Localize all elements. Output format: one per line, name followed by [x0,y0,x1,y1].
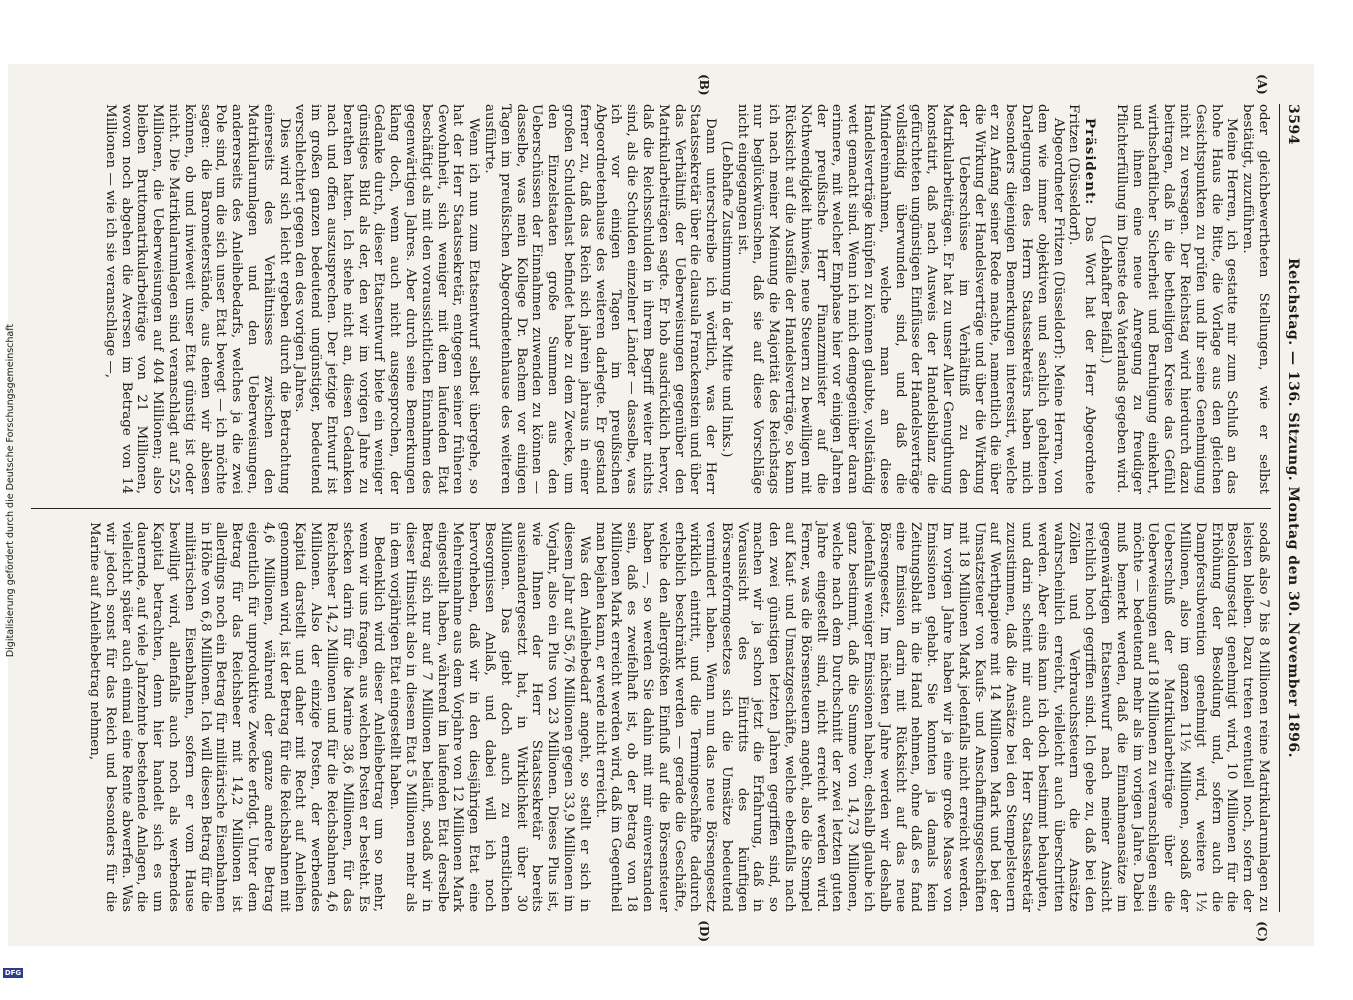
paragraph: Bedenklich wird dieser Anleihebetrag um so mehr, wenn wir uns fragen, aus welchen Posten er besteht. Es stecken darin für die Marine 38,6 Millionen, für das Reichsheer 14,2 Millionen und für die Reichsbahnen 4,6 Millionen. Also der einzige Posten, der werbendes Kapital darstellt und daher mit Recht auf Anleihen genommen wird, ist der Betrag für die Reichsbahnen mit 4,6 Millionen, während der ganze andere Betrag eigentlich für unproduktive Zwecke erfolgt. Unter dem Betrag für das Reichsheer mit 14,2 Millionen ist allerdings noch ein Betrag für militärische Eisenbahnen in Höhe von 6,8 Millionen. Ich will diesen Betrag für die militärischen Eisenbahnen, sofern er vom Hause bewilligt wird, allenfalls auch noch als werbendes Kapital betrachten, denn hier handelt sich es um dauernde, auf viele Jahrzehnte bestehende Anlagen, die vielleicht später auch einmal eine Rente abwerfen. Was wir jedoch sonst für das Reich und besonders für die Marine auf Anleihebetrag nehmen, [87,522,387,912]
paragraph: Wenn ich nun zum Etatsentwurf selbst übergehe, so hat der Herr Staatssekretär, entgegen seiner früheren Gewohnheit, sich weniger mit dem laufenden Etat beschäftigt als mit den voraussichtlichen Einnahmen des gegenwärtigen Jahres. Aber durch seine Bemerkungen klang doch, wenn auch nicht ausgesprochen, der Gedanke durch, dieser Etatsentwurf biete ein weniger günstiges Bild als der, den wir im vorigen Jahre zu berathen hatten. Ich stehe nicht an, diesen Gedanken nach und offen auszusprechen. Der jetzige Entwurf ist im großen ganzen bedeutend ungünstiger, bedeutend verschlechtert gegen den des vorigen Jahres. [292,104,482,494]
digitization-credit-text: Digitalisierung gefördert durch die Deutsche Forschungsgemeinschaft [5,323,17,657]
paragraph: Abgeordneter Fritzen (Düsseldorf): Meine Herren, von dem wie immer objektiven und sachlich gehaltenen Darlegungen des Herrn Staatssekretärs haben mich besonders diejenigen Bemerkungen interessirt, welche er zu Anfang seiner Rede machte, namentlich die über die Wirkung der Handelsverträge und über die Wirkung der Ueberschüsse im Verhältniß zu den Matrikularbeiträgen. Er hat zu unser Aller Genugthuung konstatirt, daß nach Ausweis der Handelsbilanz die gefürchteten ungünstigen Einflüsse der Handelsverträge vollständig überwunden sind, und daß die Mindereinnahmen, welche man an diese Handelsverträge knüpfen zu können glaubte, vollständig wett gemacht sind. Wenn ich mich demgegenüber daran erinnere, mit welcher Emphase hier vor einigen Jahren der preußische Herr Finanzminister auf die Nothwendigkeit hinwies, neue Steuern zu bewilligen mit Rücksicht auf die Ausfälle der Handelsverträge, so kann ich nach meiner Meinung die Majorität des Reichstags nur beglückwünschen, daß sie auf diese Vorschläge nicht eingegangen ist. [734,104,1066,494]
scanned-page-image [5,64,1314,946]
margin-letter-c: (C) [1255,921,1269,942]
stage-direction: (Lebhafter Beifall.) [1098,234,1114,364]
paragraph: Dann unterschreibe ich wörtlich, was der Herr Staatssekretär über die clausula Franckenstein und über das Verhältniß der Ueberweisungen gegenüber den Matrikularbeiträgen sagte. Er hob ausdrücklich hervor, daß die Reichsschulden in ihrem Begriff weiter nichts sind, als die Schulden einzelner Länder — dasselbe, was ich vor einigen Tagen im preußischen Abgeordnetenhause des weiteren darlegte. Er gestand ferner zu, daß das Reich sich jahrein jahraus in einer großen Schuldenlast befindet habe zu dem Zwecke, um den Einzelstaaten große Summen aus den Ueberschüssen der Einnahmen zuwenden zu können — dasselbe, was mein Kollege Dr. Bachem vor einigen Tagen im preußischen Abgeordnetenhause des weiteren ausführte. [481,104,719,494]
page-number: 3594 [1285,104,1301,145]
paragraph: Meine Herren, ich gestatte mir zum Schluß an das hohe Haus die Bitte, die Vorlage aus den gleichen Gesichtspunkten zu prüfen und ihr seine Genehmigung nicht zu versagen. Der Reichstag wird hierdurch dazu beitragen, daß in die betheiligten Kreise das Gefühl wirthschaftlicher Sicherheit und Beruhigung einkehrt, und ihnen eine neue Anregung zu freudiger Pflichterfüllung im Dienste des Vaterlands gegeben wird. [1113,104,1240,494]
paragraph-text: Das Wort hat der Herr Abgeordnete Fritzen (Düsseldorf). [1066,104,1098,494]
page-header [1279,104,1306,912]
right-column [31,508,1271,912]
two-column-body [31,74,1271,942]
dfg-logo: DFG [4,969,22,977]
paragraph [1066,104,1098,494]
document-page [5,64,1314,946]
running-title: Reichstag. — 136. Sitzung. Montag den 30. November 1896. [1285,257,1301,759]
margin-letter-a: (A) [1255,74,1269,95]
stage-direction: (Lebhafte Zustimmung in der Mitte und links.) [718,140,734,458]
margin-letter-d: (D) [697,920,711,942]
margin-letter-b: (B) [697,74,711,96]
digitization-credit [4,60,18,920]
speaker-label: Präsident: [1082,118,1099,206]
paragraph: Was den Anleihebedarf angeht, so stellt er sich in diesem Jahr auf 56,76 Millionen gegen 33,9 Millionen im Vorjahr, also ein Plus von 23 Millionen. Dieses Plus ist, wie Ihnen der Herr Staatssekretär bereits auseinandergesetzt hat, in Wirklichkeit über 30 Millionen. Das giebt doch auch zu ernstlichen Besorgnissen Anlaß, und dabei will ich noch hervorheben, daß wir in den diesjährigen Etat eine Mehreinnahme aus dem Vorjahre von 12 Millionen Mark eingestellt haben, während im laufenden Etat derselbe Betrag sich nur auf 7 Millionen beläuft, sodaß wir in dieser Hinsicht also in diesem Etat 5 Millionen mehr als in dem vorjährigen Etat eingestellt haben. [387,522,592,912]
left-column [31,104,1271,508]
paragraph: Dies wird sich leicht ergeben durch die Betrachtung einerseits des Verhältnisses zwischen den Matrikularumlagen und den Ueberweisungen, andererseits des Anleihebedarfs, welches ja die zwei Pole sind, um die sich unser Etat bewegt — ich möchte sagen: die Barometerstände, aus denen wir ablesen können, ob und inwieweit unser Etat günstig ist oder nicht. Die Matrikularumlagen sind veranschlagt auf 525 Millionen, die Ueberweisungen auf 404 Millionen; also bleiben Bruttomatrikularbeiträge von 21 Millionen, wovon noch abgehen die Aversen im Betrage von 14 Millionen — wie ich sie veranschlage —, [102,104,292,494]
paragraph: sodaß also 7 bis 8 Millionen reine Matrikularumlagen zu leisten bleiben. Dazu treten eventuell noch, sofern der Besoldungsetat genehmigt wird, 10 Millionen für die Erhöhung der Besoldung und, sofern auch die Dampfersubvention genehmigt wird, weitere 1½ Millionen, also im ganzen 11½ Millionen, sodaß der Ueberschuß der Matrikularbeiträge über die Ueberweisungen auf 18 Millionen zu veranschlagen sein möchte — bedeutend mehr als im vorigen Jahre. Dabei muß bemerkt werden, daß die Einnahmeansätze im gegenwärtigen Etatsentwurf nach meiner Ansicht reichlich hoch gegriffen sind. Ich gebe zu, daß bei den Zöllen und Verbrauchssteuern die Ansätze wahrscheinlich erreicht, vielleicht auch überschritten werden. Aber eins kann ich doch bestimmt behaupten, und darin scheint mir auch der Herr Staatssekretär zuzustimmen, daß die Ansätze bei den Stempelsteuern auf Werthpapiere mit 14 Millionen Mark und bei der Umsatzsteuer von Kaufs- und Anschaffungsgeschäften mit 18 Millionen Mark jedenfalls nicht erreicht werden. Im vorigen Jahre haben wir ja eine große Masse von Emissionen gehabt. Sie konnten ja damals kein Zeitungsblatt in die Hand nehmen, ohne daß es fand eine Emission darin mit Rücksicht auf das neue Börsengesetz. Im nächsten Jahre werden wir deshalb jedenfalls weniger Emissionen haben; deshalb glaube ich ganz bestimmt, daß die Summe von 14,73 Millionen, welche nach dem Durchschnitt der zwei letzten guten Jahre eingestellt sind, nicht erreicht werden wird. Ferner, was die Börsensteuern angeht, also die Stempel auf Kauf- und Umsatzgeschäfte, welche ebenfalls nach den zwei günstigen letzten Jahren gegriffen sind, so machen wir ja schon jetzt die Erfahrung, daß in Voraussicht des Eintritts des künftigen Börsenreformgesetzes sich die Umsätze bedeutend vermindert haben. Wenn nun das neue Börsengesetz wirklich eintritt, und die Termingeschäfte dadurch erheblich beschränkt werden — gerade die Geschäfte, welche den allergrößten Einfluß auf die Börsensteuer haben —, so werden Sie dahin mit mir einverstanden sein, daß es zweifelhaft ist, ob der Betrag von 18 Millionen Mark erreicht werden wird, daß im Gegentheil man bejahen kann, er werde nicht erreicht. [592,522,1271,912]
paragraph: oder gleichbewertheten Stellungen, wie er selbst bestätigt, zuzuführen. [1240,104,1271,494]
